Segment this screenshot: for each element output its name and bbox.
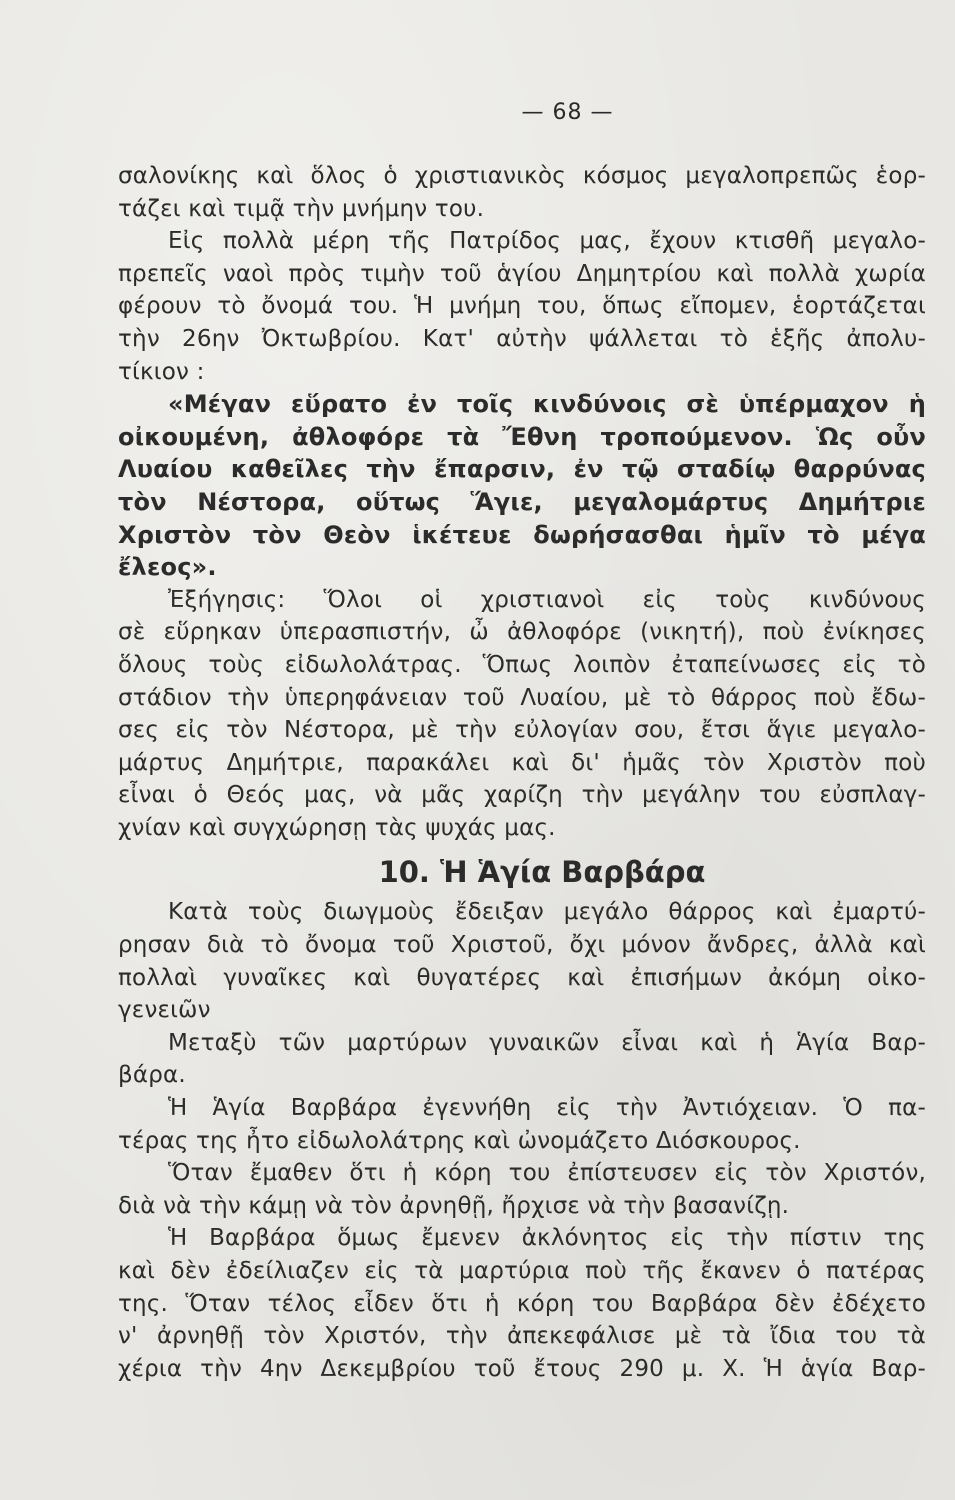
text-line: τίκιον : <box>118 358 205 385</box>
hymn-line: τὸν Νέστορα, οὕτως Ἅγιε, μεγαλομάρτυς Δημήτριε <box>118 487 926 516</box>
text-line: φέρουν τὸ ὄνομά του. Ἡ μνήμη του, ὅπως εἴπομεν, ἑορτάζεται <box>118 293 926 320</box>
text-line: Ἡ Ἁγία Βαρβάρα ἐγεννήθη εἰς τὴν Ἀντιόχειαν. Ὁ πα- <box>168 1095 926 1122</box>
text-line: πρεπεῖς ναοὶ πρὸς τιμὴν τοῦ ἁγίου Δημητρίου καὶ πολλὰ χωρία <box>118 260 926 287</box>
text-line: σαλονίκης καὶ ὅλος ὁ χριστιανικὸς κόσμος μεγαλοπρεπῶς ἑορ- <box>118 163 926 189</box>
text-line: διὰ νὰ τὴν κάμῃ νὰ τὸν ἀρνηθῇ, ἤρχισε νὰ τὴν βασανίζῃ. <box>118 1192 790 1219</box>
text-line: ρησαν διὰ τὸ ὄνομα τοῦ Χριστοῦ, ὄχι μόνον ἄνδρες, ἀλλὰ καὶ <box>118 932 926 959</box>
text-body <box>118 160 926 1385</box>
explanation-line: Ἐξήγησις: Ὅλοι οἱ χριστιανοὶ εἰς τοὺς κινδύνους <box>168 586 926 613</box>
text-line: πολλαὶ γυναῖκες καὶ θυγατέρες καὶ ἐπισήμων ἀκόμη οἰκο- <box>118 964 926 991</box>
hymn-line: οἰκουμένη, ἀθλοφόρε τὰ Ἔθνη τροπούμενον. Ὡς οὖν <box>118 422 926 451</box>
hymn-line: Χριστὸν τὸν Θεὸν ἱκέτευε δωρήσασθαι ἡμῖν τὸ μέγα <box>118 520 926 549</box>
explanation-line: εἶναι ὁ Θεός μας, νὰ μᾶς χαρίζη τὴν μεγάλην του εὐσπλαγ- <box>118 782 926 809</box>
explanation-line: σες εἰς τὸν Νέστορα, μὲ τὴν εὐλογίαν σου, ἔτσι ἅγιε μεγαλο- <box>118 717 926 744</box>
section-heading: 10. Ἡ Ἁγία Βαρβάρα <box>378 855 706 890</box>
text-line: ν' ἀρνηθῇ τὸν Χριστόν, τὴν ἀπεκεφάλισε μὲ τὰ ἴδια του τὰ <box>118 1323 926 1350</box>
text-line: χέρια τὴν 4ην Δεκεμβρίου τοῦ ἔτους 290 μ. Χ. Ἡ ἁγία Βαρ- <box>118 1355 926 1382</box>
text-line: Ὅταν ἔμαθεν ὅτι ἡ κόρη του ἐπίστευσεν εἰς τὸν Χριστόν, <box>168 1160 926 1187</box>
hymn-line: Λυαίου καθεῖλες τὴν ἔπαρσιν, ἐν τῷ σταδίῳ θαρρύνας <box>118 455 926 484</box>
hymn-line: «Μέγαν εὕρατο ἐν τοῖς κινδύνοις σὲ ὑπέρμαχον ἡ <box>168 390 926 419</box>
text-line: τέρας της ἦτο εἰδωλολάτρης καὶ ὠνομάζετο Διόσκουρος. <box>118 1127 801 1154</box>
text-line: Ἡ Βαρβάρα ὅμως ἔμενεν ἀκλόνητος εἰς τὴν πίστιν της <box>168 1225 926 1252</box>
text-line: τάζει καὶ τιμᾷ τὴν μνήμην του. <box>118 195 485 222</box>
page-number: — 68 — <box>521 100 614 125</box>
text-line: τὴν 26ην Ὀκτωβρίου. Κατ' αὐτὴν ψάλλεται τὸ ἑξῆς ἀπολυ- <box>118 325 926 352</box>
text-line: γενειῶν <box>118 997 211 1024</box>
explanation-line: χνίαν καὶ συγχώρησῃ τὰς ψυχάς μας. <box>118 814 556 841</box>
explanation-line: στάδιον τὴν ὑπερηφάνειαν τοῦ Λυαίου, μὲ τὸ θάρρος ποὺ ἔδω- <box>118 684 926 711</box>
text-line: Μεταξὺ τῶν μαρτύρων γυναικῶν εἶναι καὶ ἡ Ἁγία Βαρ- <box>168 1029 926 1056</box>
text-line: καὶ δὲν ἐδείλιαζεν εἰς τὰ μαρτύρια ποὺ τῆς ἔκανεν ὁ πατέρας <box>118 1258 926 1284</box>
text-line: βάρα. <box>118 1062 186 1089</box>
explanation-line: σὲ εὕρηκαν ὑπερασπιστήν, ὦ ἀθλοφόρε (νικητή), ποὺ ἐνίκησες <box>118 619 926 646</box>
text-line: Κατὰ τοὺς διωγμοὺς ἔδειξαν μεγάλο θάρρος καὶ ἐμαρτύ- <box>168 899 926 926</box>
explanation-line: μάρτυς Δημήτριε, παρακάλει καὶ δι' ἡμᾶς τὸν Χριστὸν ποὺ <box>118 749 926 776</box>
hymn-line: ἔλεος». <box>118 553 217 582</box>
text-line: της. Ὅταν τέλος εἶδεν ὅτι ἡ κόρη του Βαρβάρα δὲν ἐδέχετο <box>118 1290 926 1317</box>
explanation-line: ὅλους τοὺς εἰδωλολάτρας. Ὅπως λοιπὸν ἐταπείνωσες εἰς τὸ <box>118 651 926 678</box>
text-line: Εἰς πολλὰ μέρη τῆς Πατρίδος μας, ἔχουν κτισθῆ μεγαλο- <box>168 228 926 255</box>
